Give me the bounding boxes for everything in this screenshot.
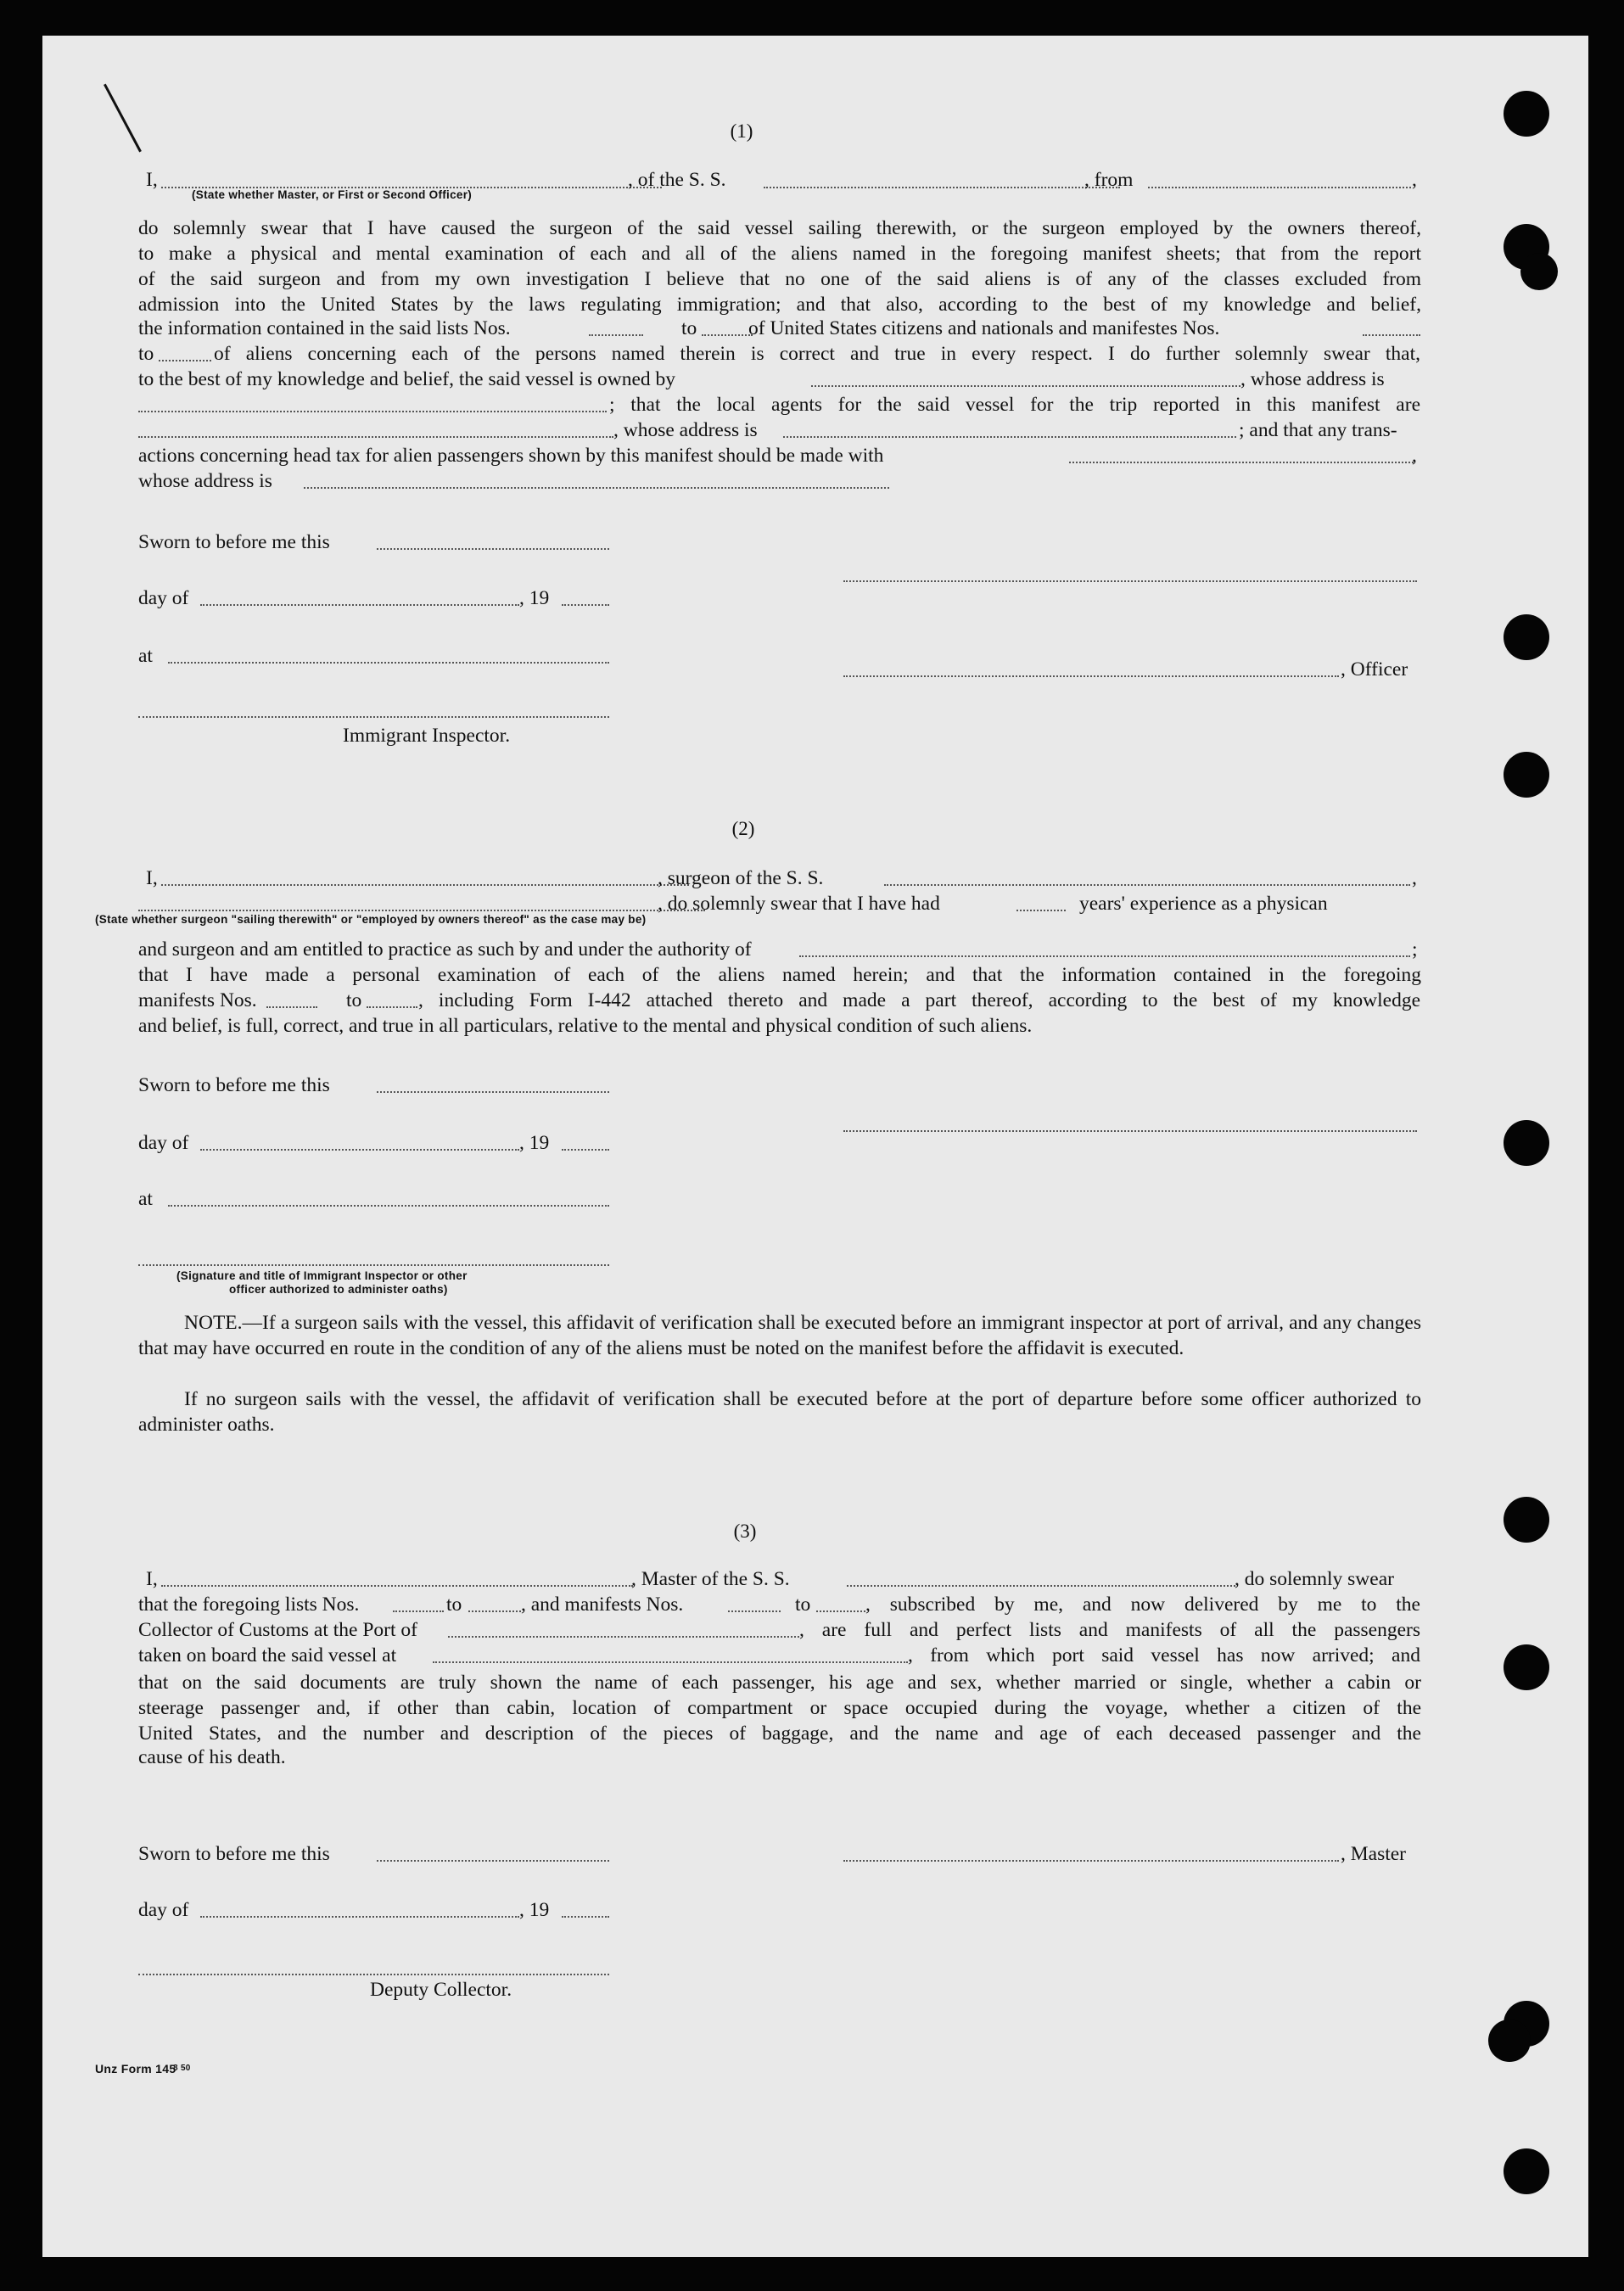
s1-comma: , (1412, 169, 1417, 191)
s2-line5a: manifests Nos. (138, 989, 257, 1011)
s2-i-label: I, (146, 867, 158, 889)
punch-hole (1488, 2019, 1531, 2062)
s1-line9b: ; and that any trans- (1239, 419, 1397, 441)
s1-line6b: of aliens concerning each of the persons named therein is correct and true in every respect. I do further solemnly swear that, (214, 343, 1420, 365)
form-id: Unz Form 145 (95, 2062, 176, 2075)
s3-body-line: United States, and the number and description of the pieces of baggage, and the name and age of each deceased passenger and the (138, 1722, 1421, 1745)
s1-owner-field[interactable] (811, 385, 1240, 387)
s1-signature-field[interactable] (843, 580, 1417, 582)
s3-body-line: that on the said documents are truly shown the name of each passenger, his age and sex, whether married or single, whether a cabin or (138, 1672, 1421, 1694)
s3-line1b: , Master of the S. S. (631, 1568, 790, 1590)
s3-master-label: , Master (1341, 1843, 1407, 1865)
s1-line6a: to (138, 343, 154, 365)
s3-line2a: that the foregoing lists Nos. (138, 1594, 360, 1616)
s3-port-field[interactable] (448, 1636, 799, 1638)
s2-vessel-field[interactable] (884, 884, 1410, 886)
s1-body-line: admission into the United States by the laws regulating immigration; and that also, according to the best of my knowledge and belief, (138, 294, 1421, 316)
s3-line2e: , subscribed by me, and now delivered by me to the (865, 1594, 1420, 1616)
form-sheet (42, 36, 1588, 2257)
s2-note-1: NOTE.—If a surgeon sails with the vessel, this affidavit of verification shall be executed before an immigrant inspector at port of arrival, and any changes that may have occurred en route in the condition of any of the aliens must be noted on the manifest before the affidavit is executed. (138, 1312, 1421, 1359)
s1-body-line: do solemnly swear that I have caused the surgeon of the said vessel sailing therewith, or the surgeon employed by the owners thereof, (138, 217, 1421, 239)
s2-line5b: to (346, 989, 362, 1011)
s2-sworn-date-field[interactable] (377, 1091, 609, 1093)
punch-hole (1504, 2148, 1549, 2194)
s2-year-field[interactable] (562, 1149, 609, 1151)
s2-manifests-to-field[interactable] (367, 1006, 417, 1008)
s1-body-line: of the said surgeon and from my own investigation I believe that no one of the said aliens is of any of the classes excluded from (138, 268, 1421, 290)
s2-inspector-signature-field[interactable] (138, 1264, 609, 1266)
s1-line11: whose address is (138, 470, 272, 492)
s2-years-field[interactable] (1016, 910, 1066, 911)
s3-lists-from-field[interactable] (393, 1610, 444, 1612)
s3-sworn-date-field[interactable] (377, 1860, 609, 1862)
s1-inspector-label: Immigrant Inspector. (343, 725, 511, 747)
s2-sig-note-2: officer authorized to administer oaths) (229, 1283, 448, 1296)
section-2-number: (2) (731, 818, 755, 839)
s2-line6: and belief, is full, correct, and true in all particulars, relative to the mental and physical condition of such aliens. (138, 1015, 1033, 1037)
s1-body-line: to make a physical and mental examination of each and all of the aliens named in the foregoing manifest sheets; that from the report (138, 243, 1421, 265)
s1-year-field[interactable] (562, 604, 609, 606)
s3-line4b: , from which port said vessel has now arrived; and (908, 1644, 1420, 1666)
s2-sworn-label: Sworn to before me this (138, 1074, 330, 1096)
s1-line7a: to the best of my knowledge and belief, the said vessel is owned by (138, 368, 676, 390)
s3-manifests-to-field[interactable] (816, 1610, 865, 1612)
punch-hole (1520, 253, 1558, 290)
s3-embark-port-field[interactable] (433, 1661, 908, 1663)
s2-at-label: at (138, 1188, 153, 1210)
s1-at-field[interactable] (168, 662, 609, 664)
punch-hole (1504, 1644, 1549, 1690)
s3-line3b: , are full and perfect lists and manifests of all the passengers (799, 1619, 1420, 1641)
s1-inspector-field[interactable] (138, 716, 609, 718)
s3-line2c: , and manifests Nos. (521, 1594, 684, 1616)
s3-line2d: to (795, 1594, 811, 1616)
s1-day-of-label: day of (138, 587, 189, 609)
s1-head-tax-field[interactable] (1069, 462, 1414, 463)
s3-line1c: , do solemnly swear (1235, 1568, 1394, 1590)
s3-line2b: to (446, 1594, 462, 1616)
s1-officer-label: , Officer (1341, 658, 1408, 681)
s2-years-label: years' experience as a physican (1079, 893, 1328, 915)
punch-hole (1504, 752, 1549, 798)
s3-sworn-label: Sworn to before me this (138, 1843, 330, 1865)
s1-from-label: , from (1084, 169, 1134, 191)
s2-at-field[interactable] (168, 1205, 609, 1207)
s3-master-name-field[interactable] (161, 1585, 633, 1587)
s2-signature-field[interactable] (843, 1130, 1417, 1132)
s1-line5b: to (681, 317, 697, 339)
s2-line4: that I have made a personal examination of each of the aliens named herein; and that the information contained in the foregoing (138, 964, 1421, 986)
s2-authority-field[interactable] (799, 955, 1410, 957)
s2-line3b: ; (1412, 938, 1418, 961)
s3-year-field[interactable] (562, 1916, 609, 1918)
s1-owner-address-field[interactable] (138, 411, 607, 412)
s1-manifests-to-field[interactable] (159, 360, 211, 361)
s3-month-field[interactable] (200, 1916, 519, 1918)
s2-sig-note-1: (Signature and title of Immigrant Inspector or other (176, 1269, 468, 1282)
s1-head-tax-address-field[interactable] (304, 487, 889, 489)
s3-line3a: Collector of Customs at the Port of (138, 1619, 417, 1641)
section-3-number: (3) (733, 1521, 757, 1542)
s1-from-field[interactable] (1148, 187, 1411, 188)
s1-body (138, 216, 1421, 317)
s1-lists-from-field[interactable] (589, 334, 643, 336)
s2-note-2: If no surgeon sails with the vessel, the affidavit of verification shall be executed before at the port of departure before some officer authorized to administer oaths. (138, 1388, 1421, 1436)
punch-hole (1504, 91, 1549, 137)
s3-vessel-field[interactable] (847, 1585, 1235, 1587)
s2-manifests-from-field[interactable] (266, 1006, 317, 1008)
s2-state-note: (State whether surgeon "sailing therewith" or "employed by owners thereof" as the case may be) (95, 913, 647, 926)
punch-hole (1504, 1497, 1549, 1543)
s3-lists-to-field[interactable] (468, 1610, 521, 1612)
s1-line10a: actions concerning head tax for alien passengers shown by this manifest should be made with (138, 445, 884, 467)
s2-day-of-label: day of (138, 1132, 189, 1154)
s1-line10b: , (1412, 445, 1417, 467)
s1-officer-field[interactable] (843, 675, 1339, 677)
s3-manifests-from-field[interactable] (728, 1610, 781, 1612)
punch-hole (1504, 614, 1549, 660)
form-date: 8 50 (173, 2064, 191, 2073)
s1-year-label: , 19 (519, 587, 550, 609)
s3-body-line: steerage passenger and, if other than cabin, location of compartment or space occupied during the voyage, whether a citizen of the (138, 1697, 1421, 1719)
s3-line1a: I, (146, 1568, 158, 1590)
s1-line5c: of United States citizens and nationals and manifestes Nos. (748, 317, 1220, 339)
s3-deputy-field[interactable] (138, 1974, 609, 1975)
s1-agents-address-field[interactable] (783, 436, 1236, 438)
section-1-number: (1) (730, 120, 753, 142)
s2-surgeon-name-field[interactable] (161, 884, 689, 886)
s3-master-signature-field[interactable] (843, 1860, 1339, 1862)
s2-capacity-field[interactable] (138, 910, 705, 911)
s3-line4a: taken on board the said vessel at (138, 1644, 397, 1666)
s3-deputy-label: Deputy Collector. (370, 1979, 512, 2001)
s1-agents-field[interactable] (138, 436, 613, 438)
s3-day-of-label: day of (138, 1899, 189, 1921)
s1-sworn-label: Sworn to before me this (138, 531, 330, 553)
s1-month-field[interactable] (200, 604, 519, 606)
s2-month-field[interactable] (200, 1149, 519, 1151)
s2-swear-label: , do solemnly swear that I have had (658, 893, 940, 915)
s1-line5a: the information contained in the said lists Nos. (138, 317, 511, 339)
s1-i-label: I, (146, 169, 158, 191)
s1-line7b: , whose address is (1240, 368, 1385, 390)
s2-line5c: , including Form I-442 attached thereto and made a part thereof, according to the best of my knowledge (418, 989, 1420, 1011)
s1-vessel-field[interactable] (764, 187, 1120, 188)
s1-line9a: , whose address is (613, 419, 758, 441)
s1-of-ss-label: , of the S. S. (628, 169, 726, 191)
s2-year-label: , 19 (519, 1132, 550, 1154)
s2-surgeon-of-label: , surgeon of the S. S. (658, 867, 824, 889)
s3-year-label: , 19 (519, 1899, 550, 1921)
s1-state-note: (State whether Master, or First or Second Officer) (192, 188, 473, 201)
s2-comma: , (1412, 867, 1417, 889)
pencil-tick-mark (104, 84, 142, 153)
s1-sworn-date-field[interactable] (377, 548, 609, 550)
s1-lists-to-field[interactable] (702, 334, 753, 336)
s1-manifests-from-field[interactable] (1363, 334, 1420, 336)
punch-hole (1504, 1120, 1549, 1166)
s3-body (138, 1670, 1421, 1746)
s2-line3a: and surgeon and am entitled to practice as such by and under the authority of (138, 938, 752, 961)
s1-line8: ; that the local agents for the said vessel for the trip reported in this manifest are (609, 394, 1420, 416)
s1-at-label: at (138, 645, 153, 667)
s3-last-line: cause of his death. (138, 1746, 286, 1768)
